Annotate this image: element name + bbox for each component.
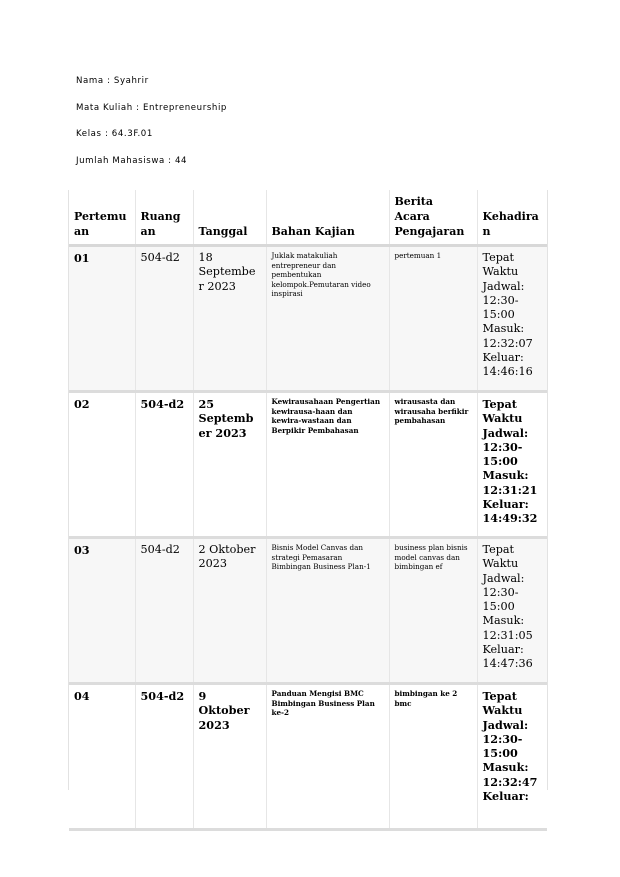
cell-tanggal: 2 Oktober 2023 — [193, 538, 266, 684]
table-header-row — [69, 190, 547, 246]
header-tanggal: Tanggal — [193, 190, 266, 246]
cell-kehadiran: Tepat Waktu Jadwal: 12:30-15:00 Masuk: 12:32:47 Keluar: — [477, 684, 547, 830]
table-row — [69, 246, 547, 392]
header-pertemuan: Pertemuan — [69, 190, 135, 246]
cell-tanggal: 25 September 2023 — [193, 392, 266, 538]
cell-berita-acara: pertemuan 1 — [389, 246, 477, 392]
cell-tanggal: 18 September 2023 — [193, 246, 266, 392]
cell-tanggal: 9 Oktober 2023 — [193, 684, 266, 830]
course-name: Mata Kuliah : Entrepreneurship — [76, 102, 227, 113]
header-ruangan: Ruangan — [135, 190, 193, 246]
attendance-table-container — [68, 190, 548, 804]
cell-pertemuan: 01 — [69, 246, 135, 392]
cell-berita-acara: bimbingan ke 2 bmc — [389, 684, 477, 830]
student-info — [76, 74, 227, 180]
attendance-table — [69, 190, 547, 831]
header-berita-acara: Berita Acara Pengajaran — [389, 190, 477, 246]
cell-kehadiran: Tepat Waktu Jadwal: 12:30-15:00 Masuk: 12:31:21 Keluar: 14:49:32 — [477, 392, 547, 538]
cell-kehadiran: Tepat Waktu Jadwal: 12:30-15:00 Masuk: 12:32:07 Keluar: 14:46:16 — [477, 246, 547, 392]
cell-pertemuan: 03 — [69, 538, 135, 684]
cell-ruangan: 504-d2 — [135, 246, 193, 392]
student-name: Nama : Syahrir — [76, 76, 149, 86]
header-kehadiran: Kehadiran — [477, 190, 547, 246]
student-count: Jumlah Mahasiswa : 44 — [76, 155, 188, 166]
table-row — [69, 684, 547, 830]
cell-berita-acara: wirausasta dan wirausaha berfikir pembahasan — [389, 392, 477, 538]
cell-ruangan: 504-d2 — [135, 684, 193, 830]
cell-pertemuan: 02 — [69, 392, 135, 538]
cell-bahan-kajian: Juklak matakuliah entrepreneur dan pembentukan kelompok.Pemutaran video inspirasi — [266, 246, 389, 392]
table-row — [69, 392, 547, 538]
cell-berita-acara: business plan bisnis model canvas dan bimbingan ef — [389, 538, 477, 684]
table-row — [69, 538, 547, 684]
cell-pertemuan: 04 — [69, 684, 135, 830]
header-bahan-kajian: Bahan Kajian — [266, 190, 389, 246]
cell-bahan-kajian: Kewirausahaan Pengertian kewirausa-haan dan kewira-wastaan dan Berpikir Pembahasan — [266, 392, 389, 538]
cell-bahan-kajian: Panduan Mengisi BMC Bimbingan Business Plan ke-2 — [266, 684, 389, 830]
cell-ruangan: 504-d2 — [135, 392, 193, 538]
class-code: Kelas : 64.3F.01 — [76, 129, 153, 140]
cell-kehadiran: Tepat Waktu Jadwal: 12:30-15:00 Masuk: 12:31:05 Keluar: 14:47:36 — [477, 538, 547, 684]
cell-ruangan: 504-d2 — [135, 538, 193, 684]
cell-bahan-kajian: Bisnis Model Canvas dan strategi Pemasaran Bimbingan Business Plan-1 — [266, 538, 389, 684]
